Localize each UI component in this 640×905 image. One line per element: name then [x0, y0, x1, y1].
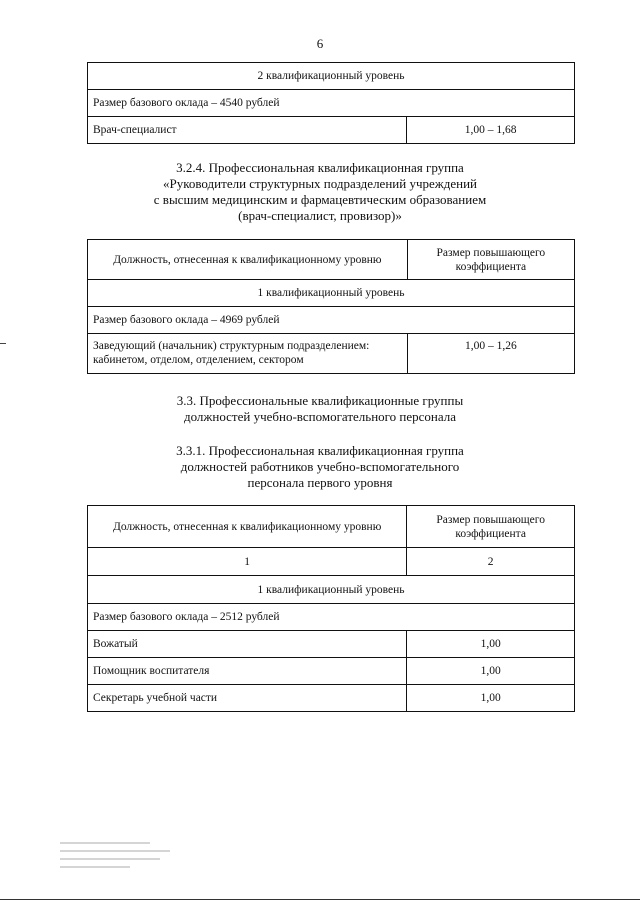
- coefficient-cell: 1,00: [407, 631, 575, 658]
- header-position: Должность, отнесенная к квалификационному уровню: [88, 240, 408, 280]
- table-row: [88, 334, 575, 374]
- qualification-level-label: 1 квалификационный уровень: [88, 576, 575, 604]
- page-number: 6: [316, 36, 324, 51]
- scan-margin-mark: [0, 343, 6, 344]
- position-cell: Заведующий (начальник) структурным подразделением: кабинетом, отделом, отделением, сектором: [88, 334, 408, 374]
- qualification-level-label: 1 квалификационный уровень: [88, 280, 575, 307]
- faint-stamp-mark: [60, 836, 175, 882]
- section-heading-3-3: 3.3. Профессиональные квалификационные группы должностей учебно-вспомогательного персонала: [176, 393, 464, 424]
- position-cell: Секретарь учебной части: [88, 685, 407, 712]
- base-salary-text: Размер базового оклада – 2512 рублей: [88, 604, 575, 631]
- section-heading-3-2-4: 3.2.4. Профессиональная квалификационная группа «Руководители структурных подразделений учреждений с высшим медицинским и фармацевтическим образованием (врач-специалист, провизор)»: [153, 160, 487, 223]
- page-bottom-edge: [0, 899, 640, 900]
- column-number: 1: [88, 548, 407, 576]
- table-heads-of-departments: [87, 239, 575, 374]
- base-salary-text: Размер базового оклада – 4969 рублей: [88, 307, 575, 334]
- coefficient-cell: 1,00 – 1,68: [407, 117, 575, 144]
- table-row: [88, 658, 575, 685]
- header-coefficient: Размер повышающего коэффициента: [407, 506, 575, 548]
- table-row: [88, 631, 575, 658]
- qualification-level-label: 2 квалификационный уровень: [88, 63, 575, 90]
- header-coefficient: Размер повышающего коэффициента: [407, 240, 574, 280]
- coefficient-cell: 1,00: [407, 685, 575, 712]
- table-row: [88, 117, 575, 144]
- header-position: Должность, отнесенная к квалификационному уровню: [88, 506, 407, 548]
- position-cell: Помощник воспитателя: [88, 658, 407, 685]
- coefficient-cell: 1,00 – 1,26: [407, 334, 574, 374]
- table-level2-physicians: [87, 62, 575, 144]
- table-row: [88, 685, 575, 712]
- coefficient-cell: 1,00: [407, 658, 575, 685]
- position-cell: Вожатый: [88, 631, 407, 658]
- position-cell: Врач-специалист: [88, 117, 407, 144]
- column-number: 2: [407, 548, 575, 576]
- table-educational-support-staff: [87, 505, 575, 712]
- section-heading-3-3-1: 3.3.1. Профессиональная квалификационная группа должностей работников учебно-вспомогательного персонала первого уровня: [176, 443, 464, 490]
- base-salary-text: Размер базового оклада – 4540 рублей: [88, 90, 575, 117]
